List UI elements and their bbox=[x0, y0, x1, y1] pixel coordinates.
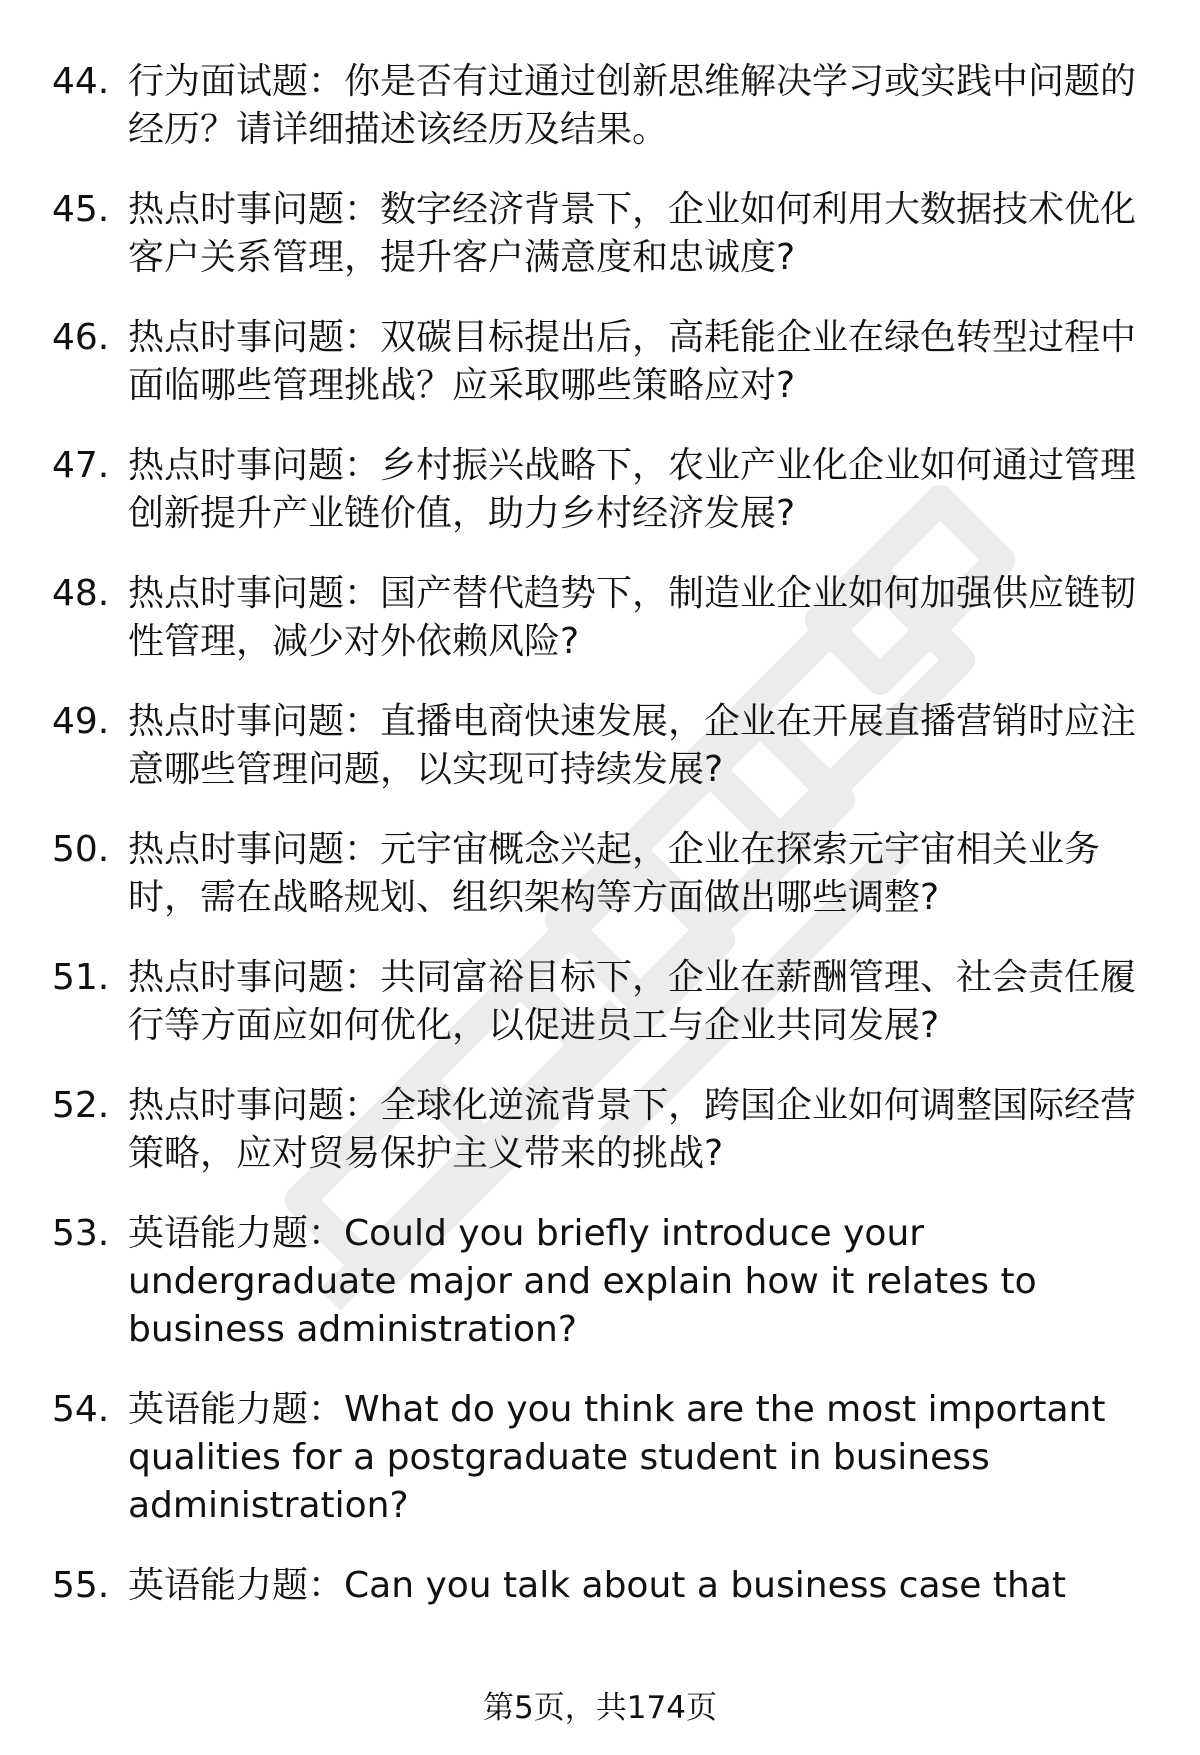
question-number: 48. bbox=[52, 573, 110, 614]
question-text: 英语能力题：Could you briefly introduce your undergraduate major and explain how it relates to business administration? bbox=[128, 1213, 1037, 1350]
question-item bbox=[0, 314, 1200, 410]
page-indicator: 第5页，共174页 bbox=[483, 1690, 717, 1726]
question-item bbox=[0, 1082, 1200, 1178]
question-text: 英语能力题：What do you think are the most important qualities for a postgraduate student in business administration? bbox=[128, 1389, 1106, 1526]
question-number: 54. bbox=[52, 1389, 110, 1430]
question-item bbox=[0, 186, 1200, 282]
question-number: 47. bbox=[52, 445, 110, 486]
question-text: 热点时事问题：全球化逆流背景下，跨国企业如何调整国际经营策略，应对贸易保护主义带来的挑战? bbox=[128, 1085, 1137, 1174]
question-text: 热点时事问题：双碳目标提出后，高耗能企业在绿色转型过程中面临哪些管理挑战？应采取哪些策略应对? bbox=[128, 317, 1137, 406]
question-item bbox=[0, 826, 1200, 922]
question-text: 热点时事问题：直播电商快速发展，企业在开展直播营销时应注意哪些管理问题，以实现可持续发展? bbox=[128, 701, 1137, 790]
question-item bbox=[0, 1386, 1200, 1530]
question-item bbox=[0, 442, 1200, 538]
question-number: 49. bbox=[52, 701, 110, 742]
question-number: 52. bbox=[52, 1085, 110, 1126]
question-item bbox=[0, 698, 1200, 794]
question-number: 55. bbox=[52, 1565, 110, 1606]
question-item bbox=[0, 58, 1200, 154]
question-number: 46. bbox=[52, 317, 110, 358]
question-number: 44. bbox=[52, 61, 110, 102]
question-number: 50. bbox=[52, 829, 110, 870]
question-text: 英语能力题：Can you talk about a business case that bbox=[128, 1565, 1066, 1606]
question-text: 行为面试题：你是否有过通过创新思维解决学习或实践中问题的经历？请详细描述该经历及结果。 bbox=[128, 61, 1137, 150]
question-number: 53. bbox=[52, 1213, 110, 1254]
question-text: 热点时事问题：国产替代趋势下，制造业企业如何加强供应链韧性管理，减少对外依赖风险? bbox=[128, 573, 1137, 662]
question-list bbox=[0, 58, 1200, 1642]
question-item bbox=[0, 570, 1200, 666]
question-number: 51. bbox=[52, 957, 110, 998]
question-item bbox=[0, 954, 1200, 1050]
question-number: 45. bbox=[52, 189, 110, 230]
question-text: 热点时事问题：元宇宙概念兴起，企业在探索元宇宙相关业务时，需在战略规划、组织架构等方面做出哪些调整? bbox=[128, 829, 1101, 918]
question-item bbox=[0, 1562, 1200, 1610]
question-text: 热点时事问题：共同富裕目标下，企业在薪酬管理、社会责任履行等方面应如何优化，以促进员工与企业共同发展? bbox=[128, 957, 1137, 1046]
question-text: 热点时事问题：乡村振兴战略下，农业产业化企业如何通过管理创新提升产业链价值，助力乡村经济发展? bbox=[128, 445, 1137, 534]
question-text: 热点时事问题：数字经济背景下，企业如何利用大数据技术优化客户关系管理，提升客户满意度和忠诚度? bbox=[128, 189, 1137, 278]
question-item bbox=[0, 1210, 1200, 1354]
